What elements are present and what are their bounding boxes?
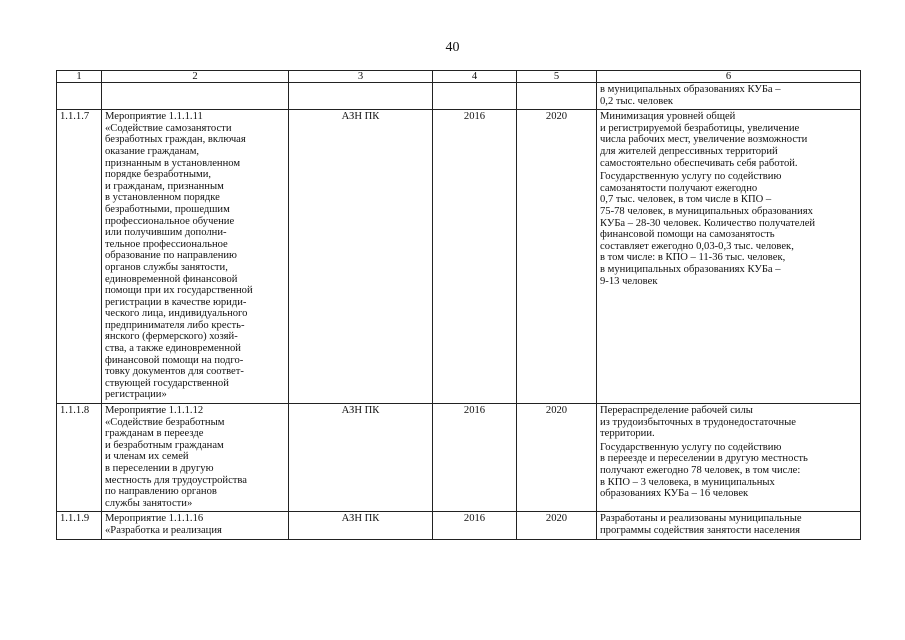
event-line: безработными, прошедшим: [105, 203, 230, 215]
event-line: «Разработка и реализация: [105, 524, 222, 536]
event-line: и гражданам, признанным: [105, 180, 224, 192]
event-line: безработных граждан, включая: [105, 134, 246, 146]
event-line: профессиональное обучение: [105, 215, 235, 227]
table-row: [57, 110, 861, 404]
result-line: Перераспределение рабочей силы: [600, 405, 753, 417]
event-line: помощи при их государственной: [105, 285, 253, 297]
result-paragraph: [600, 171, 857, 287]
event-line: Мероприятие 1.1.1.16: [105, 513, 204, 525]
row-number: 1.1.1.8: [57, 404, 102, 512]
row-number: 1.1.1.9: [57, 512, 102, 539]
result-paragraph: [600, 111, 857, 169]
event-line: товку документов для соответ-: [105, 366, 244, 378]
table-row: [57, 404, 861, 512]
result-line: и регистрируемой безработицы, увеличение: [600, 122, 800, 134]
event-line: «Содействие самозанятости: [105, 122, 232, 134]
column-number-1: 1: [57, 71, 102, 83]
result-line: из трудоизбыточных в трудонедостаточные: [600, 416, 796, 428]
event-line: янского (фермерского) хозяй-: [105, 331, 238, 343]
row-number: 1.1.1.7: [57, 110, 102, 404]
event-line: Мероприятие 1.1.1.11: [105, 111, 203, 123]
expected-result: [597, 110, 861, 404]
event-line: тельное профессиональное: [105, 238, 228, 250]
result-line: в переезде и переселении в другую местность: [600, 453, 808, 465]
event-line: и безработным гражданам: [105, 439, 224, 451]
executor: АЗН ПК: [289, 404, 433, 512]
table-row: [57, 512, 861, 539]
column-number-5: 5: [517, 71, 597, 83]
event-line: и членам их семей: [105, 451, 189, 463]
event-description: [102, 110, 289, 404]
event-line: регистрации в качестве юриди-: [105, 296, 247, 308]
executor: АЗН ПК: [289, 110, 433, 404]
event-line: гражданам в переезде: [105, 428, 204, 440]
column-number-row: [57, 71, 861, 83]
result-line: 0,7 тыс. человек, в том числе в КПО –: [600, 194, 772, 206]
program-table: [56, 70, 861, 540]
end-year: 2020: [517, 110, 597, 404]
result-line: в муниципальных образованиях КУБа –: [600, 263, 781, 275]
event-line: «Содействие безработным: [105, 416, 225, 428]
event-line: ствующей государственной: [105, 377, 229, 389]
result-line: в муниципальных образованиях КУБа –: [600, 84, 781, 95]
result-line: 0,2 тыс. человек: [600, 95, 674, 107]
program-table-body: [57, 71, 861, 540]
result-paragraph: [600, 84, 857, 107]
start-year: 2016: [433, 404, 517, 512]
event-line: регистрации»: [105, 389, 167, 401]
result-line: в КПО – 3 человека, в муниципальных: [600, 476, 775, 488]
start-year: 2016: [433, 110, 517, 404]
executor: АЗН ПК: [289, 512, 433, 539]
result-line: Минимизация уровней общей: [600, 111, 736, 123]
result-line: программы содействия занятости населения: [600, 524, 800, 536]
event-line: органов службы занятости,: [105, 261, 228, 273]
event-line: оказание гражданам,: [105, 145, 200, 157]
result-line: финансовой помощи на самозанятость: [600, 229, 775, 241]
result-line: получают ежегодно 78 человек, в том числе:: [600, 465, 801, 476]
result-line: в том числе: в КПО – 11-36 тыс. человек,: [600, 252, 786, 264]
result-line: Государственную услугу по содействию: [600, 171, 782, 183]
event-line: службы занятости»: [105, 497, 193, 509]
event-line: ческого лица, индивидуального: [105, 308, 248, 320]
event-description: [102, 512, 289, 539]
event-line: в установленном порядке: [105, 192, 220, 204]
result-line: Государственную услугу по содействию: [600, 441, 782, 453]
event-line: или получившим дополни-: [105, 227, 227, 239]
start-year: 2016: [433, 512, 517, 539]
result-line: самостоятельно обеспечивать себя работой.: [600, 157, 798, 169]
continuation-cell-event: [102, 83, 289, 110]
continuation-cell-end: [517, 83, 597, 110]
event-description: [102, 404, 289, 512]
event-line: предпринимателя либо кресть-: [105, 319, 245, 331]
continuation-cell-start: [433, 83, 517, 110]
result-line: КУБа – 28-30 человек. Количество получателей: [600, 217, 816, 229]
result-paragraph: [600, 405, 857, 440]
continuation-cell-executor: [289, 83, 433, 110]
column-number-2: 2: [102, 71, 289, 83]
continuation-row: [57, 83, 861, 110]
result-paragraph: [600, 442, 857, 500]
result-line: составляет ежегодно 0,03-0,3 тыс. человек,: [600, 240, 794, 252]
column-number-3: 3: [289, 71, 433, 83]
event-line: единовременной финансовой: [105, 273, 238, 285]
column-number-4: 4: [433, 71, 517, 83]
result-line: самозанятости получают ежегодно: [600, 182, 758, 194]
continuation-cell-result: [597, 83, 861, 110]
event-line: признанным в установленном: [105, 157, 241, 169]
page-number: 40: [445, 40, 460, 55]
event-line: местность для трудоустройства: [105, 474, 247, 486]
event-line: порядке безработными,: [105, 169, 212, 181]
expected-result: [597, 512, 861, 539]
result-line: Разработаны и реализованы муниципальные: [600, 513, 802, 525]
result-line: числа рабочих мест, увеличение возможности: [600, 134, 808, 146]
result-paragraph: [600, 513, 857, 536]
end-year: 2020: [517, 404, 597, 512]
end-year: 2020: [517, 512, 597, 539]
event-line: финансовой помощи на подго-: [105, 354, 244, 366]
continuation-cell-number: [57, 83, 102, 110]
expected-result: [597, 404, 861, 512]
column-number-6: 6: [597, 71, 861, 83]
event-line: Мероприятие 1.1.1.12: [105, 405, 204, 417]
event-line: в переселении в другую: [105, 463, 214, 474]
event-line: ства, а также единовременной: [105, 343, 241, 355]
result-line: 75-78 человек, в муниципальных образованиях: [600, 205, 813, 217]
event-line: по направлению органов: [105, 486, 217, 498]
result-line: 9-13 человек: [600, 275, 658, 287]
event-line: образование по направлению: [105, 250, 237, 262]
result-line: территории.: [600, 428, 655, 440]
result-line: образованиях КУБа – 16 человек: [600, 488, 749, 500]
result-line: для жителей депрессивных территорий: [600, 145, 778, 157]
